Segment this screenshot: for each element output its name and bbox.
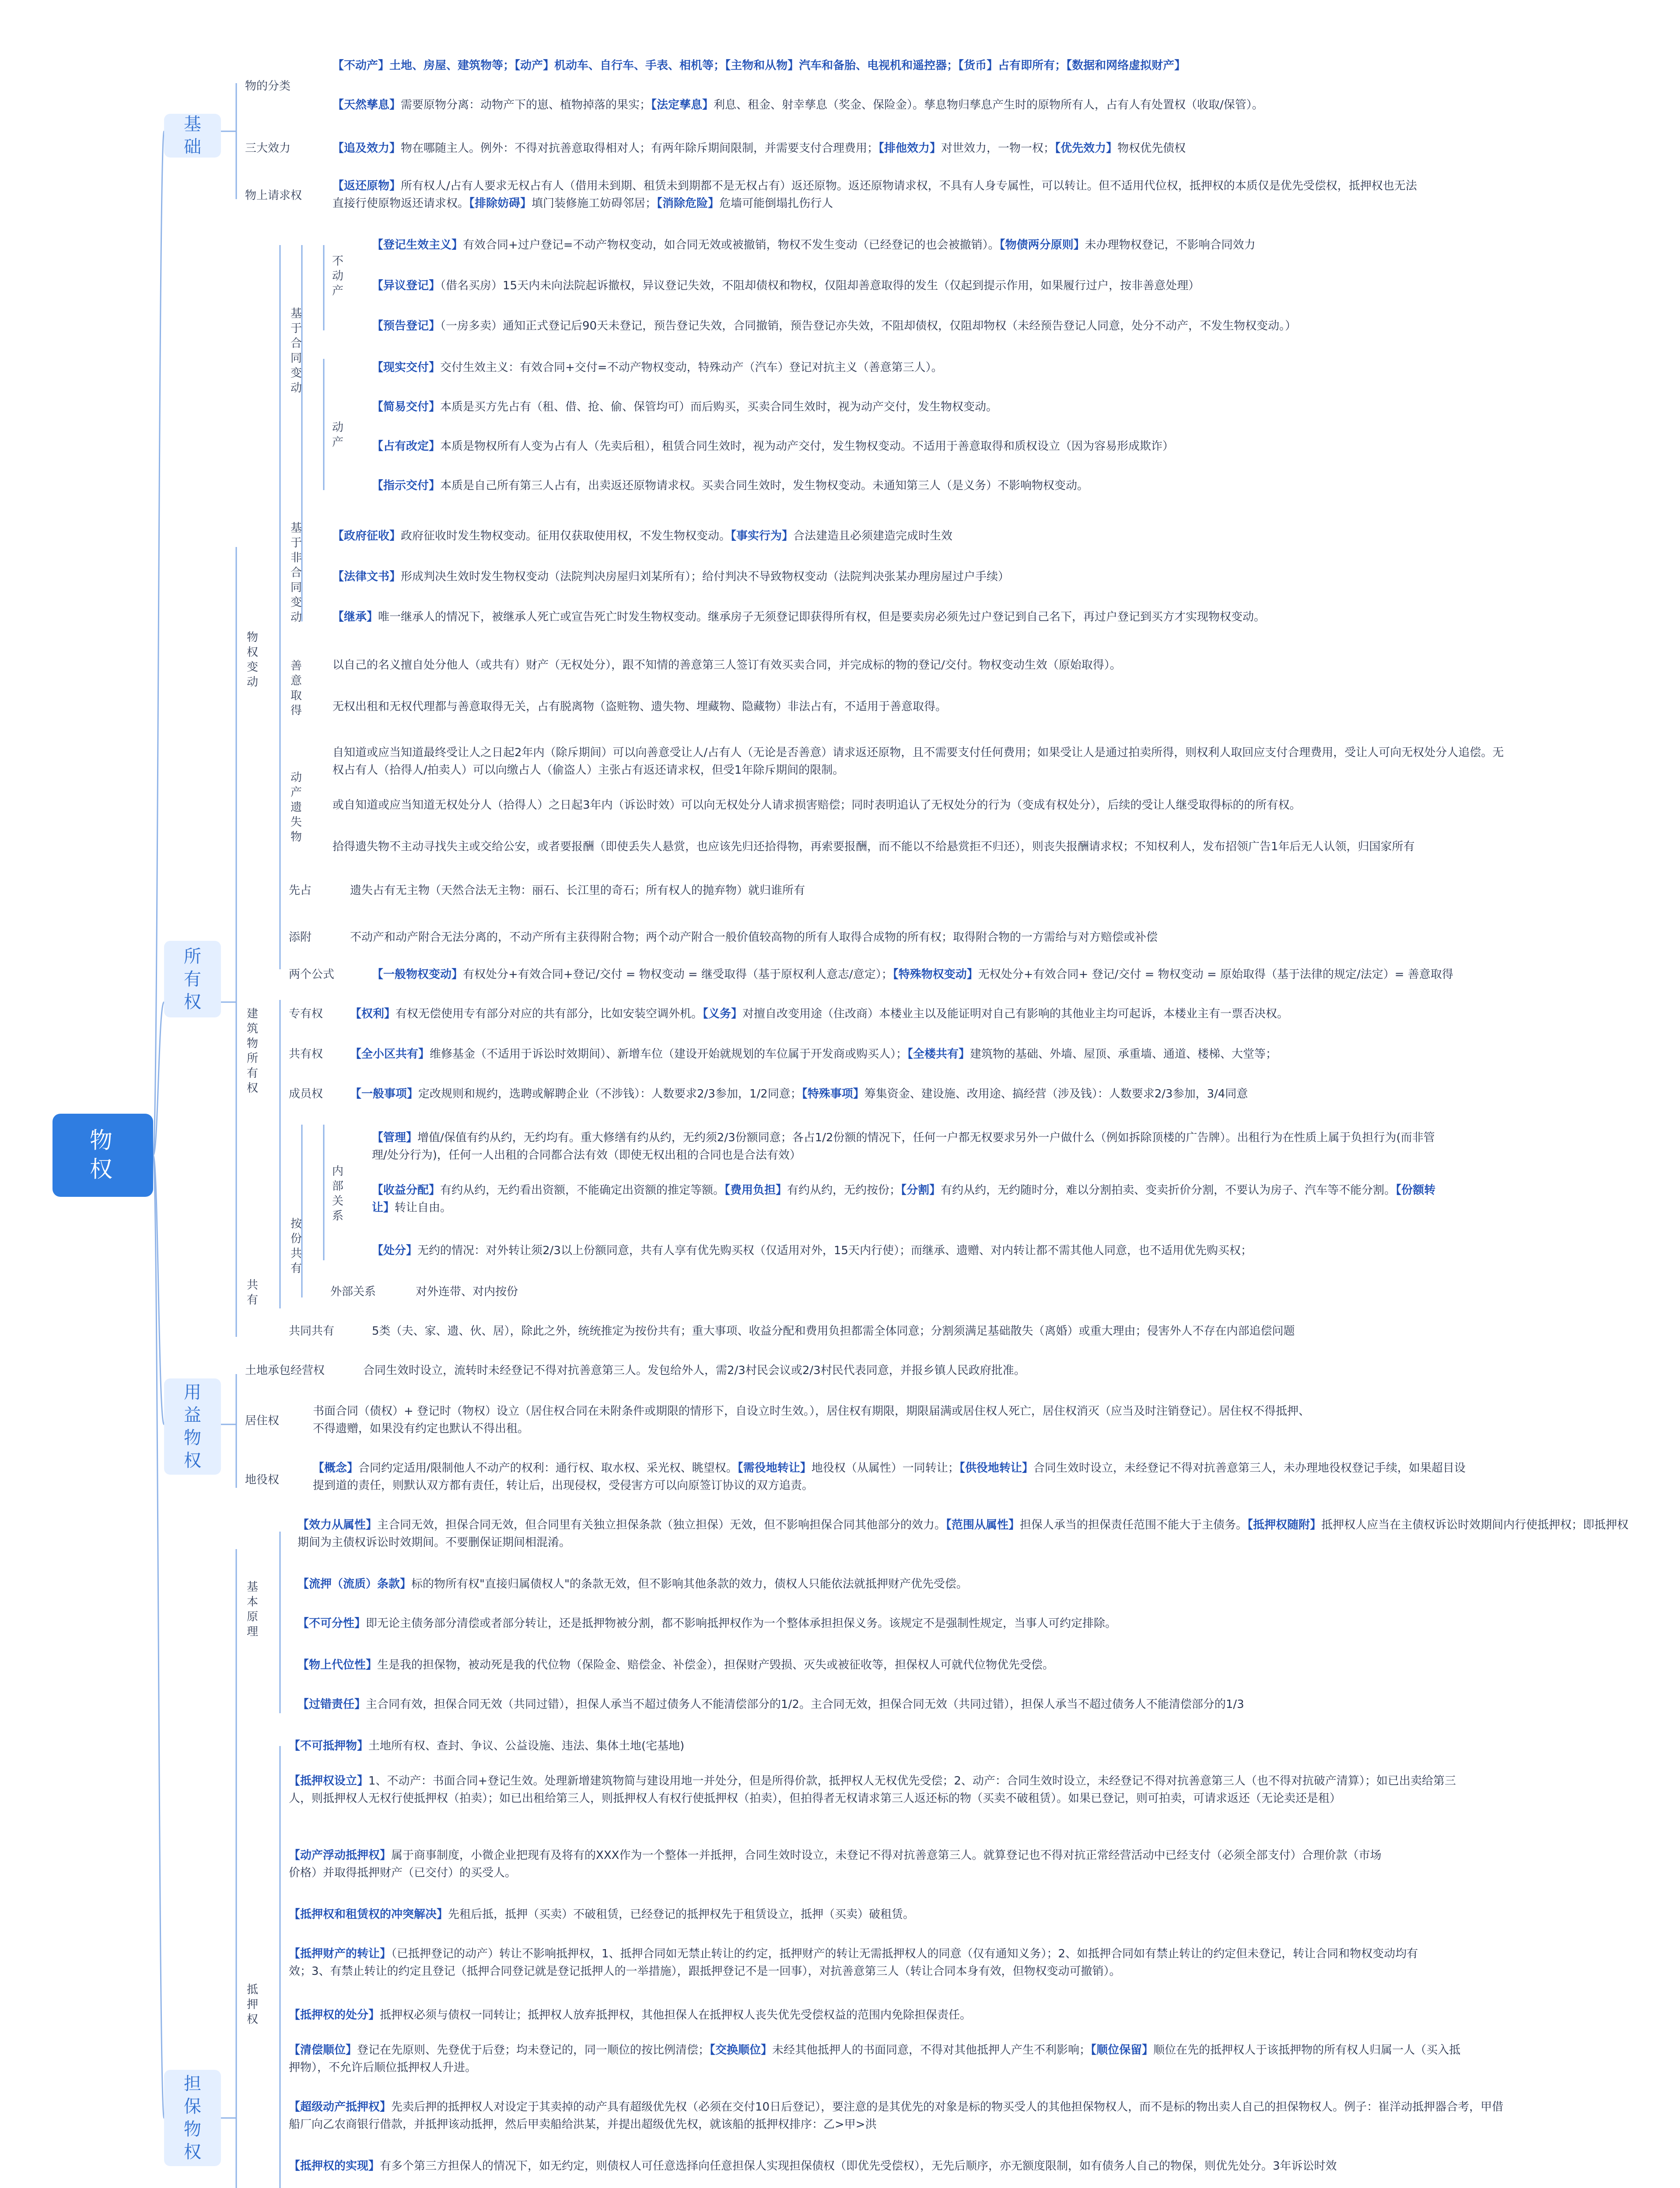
leaf-dengji-shengxiao: 【登记生效主义】有效合同+过户登记=不动产物权变动，如合同无效或被撤销，物权不发生变动（已经登记的也会被撤销）。【物债两分原则】未办理物权登记，不影响合同效力 [372,238,1256,252]
label-jianzhuwu: 建 筑 物 所 有 权 [246,1007,258,1095]
leaf-chaoji-dongchan: 【超级动产抵押权】先卖后押的抵押权人对设定于其卖掉的动产具有超级优先权（必须在交付10日后登记），要注意的是其优先的对象是标的物买受人的其他担保物权人，而不是标的物出卖人自己的担保物权人。例子：崔洋动抵押器合考，甲借船厂向乙农商银行借款，并抵押该动抵押，然后甲卖船给洪某，并提出超级优先权，就该船的抵押权排序：乙>甲>洪 [289,2100,1504,2131]
leaf-diya-chufen: 【抵押权的处分】抵押权必须与债权一同转让；抵押权人放弃抵押权，其他担保人在抵押权人丧失优先受偿权益的范围内免除担保责任。 [289,2009,972,2022]
leaf-shanyi-2: 无权出租和无权代理都与善意取得无关，占有脱离物（盗赃物、遗失物、埋藏物、隐藏物）非法占有，不适用于善意取得。 [332,700,947,713]
label-liangge-gongshi: 两个公式 [289,968,335,981]
leaf-bukefen: 【不可分性】即无论主债务部分清偿或者部分转让，还是抵押物被分割，都不影响抵押权作为一个整体承担担保义务。该规定不是强制性规定，当事人可约定排除。 [298,1617,1117,1630]
label-yishiwu: 动 产 遗 失 物 [290,771,302,844]
leaf-gongyou: 【全小区共有】维修基金（不适用于诉讼时效期间）、新增车位（建设开始就规划的车位属于开发商或购买人）；【全楼共有】建筑物的基础、外墙、屋顶、承重墙、通道、楼梯、大堂等； [350,1048,1278,1061]
label-gongyouquan: 共有权 [289,1048,323,1061]
label-anfen-gongyou: 按 份 共 有 [290,1217,302,1275]
section-ownership: 所 有 权 [164,941,221,1017]
label-wu-class: 物的分类 [245,80,291,93]
leaf-diya-zhuanrang: 【抵押财产的转让】（已抵押登记的动产）转让不影响抵押权，1、抵押合同如无禁止转让的约定，抵押财产的转让无需抵押权人的同意（仅有通知义务）；2、如抵押合同如有禁止转让的约定但未登记，转让合同和物权变动均有效；3、有禁止转让的约定且登记（抵押合同登记就是登记抵押人的一举措施），跟抵押登记不是一回事），对抗善意第三人（转让合同本身有效，但物权变动可撤销）。 [289,1947,1418,1978]
leaf-jianyi-jiaofu: 【简易交付】本质是买方先占有（租、借、抢、偷、保管均可）而后购买，买卖合同生效时，视为动产交付，发生物权变动。 [372,400,998,414]
leaf-yishi-1: 自知道或应当知道最终受让人之日起2年内（除斥期间）可以向善意受让人/占有人（无论是否善意）请求返还原物，且不需要支付任何费用；如果受让人是通过拍卖所得，则权利人取回应支付合理费用，受让人可向无权处分人追偿。无权占有人（拾得人/拍卖人）可以向缴占人（偷盗人）主张占有返还请求权，但受1年除斥期间的限制。 [332,746,1504,777]
label-waibu-guanxi: 外部关系 [330,1285,376,1298]
section-basic: 基 础 [164,114,221,158]
leaf-daiwei: 【物上代位性】生是我的担保物，被动死是我的代位物（保险金、赔偿金、补偿金），担保财产毁损、灭失或被征收等，担保权人可就代位物优先受偿。 [298,1659,1054,1672]
label-diyiquan: 地役权 [245,1473,280,1487]
label-dongchan: 动 产 [332,421,343,449]
leaf-qingchang-shunwei: 【清偿顺位】登记在先原则、先登优于后登；均未登记的，同一顺位的按比例清偿；【交换顺位】未经其他抵押人的书面同意，不得对其他抵押人产生不利影响；【顺位保留】顺位在先的抵押权人于该抵押物的所有权人归属一人（买入抵押物），不允许后顺位抵押权人升进。 [289,2044,1461,2074]
leaf-yiyi-dengji: 【异议登记】（借名买房）15天内未向法院起诉撤权，异议登记失效，不阻却债权和物权，仅阻却善意取得的发生（仅起到提示作用，如果履行过户，按非善意处理） [372,279,1200,292]
leaf-zulin-chongtu: 【抵押权和租赁权的冲突解决】先租后抵，抵押（买卖）不破租赁，已经登记的抵押权先于租赁设立，抵押（买卖）破租赁。 [289,1908,915,1921]
root-node-wuquan: 物 权 [52,1114,153,1197]
leaf-diya-shixian: 【抵押权的实现】有多个第三方担保人的情况下，如无约定，则债权人可任意选择向任意担保人实现担保债权（即优先受偿权），无先后顺序，亦无额度限制，如有债务人自己的物保，则优先处分。3年诉讼时效 [289,2160,1337,2173]
leaf-diya-sheli: 【抵押权设立】1、不动产：书面合同+登记生效。处理新增建筑物简与建设用地一并处分，但是所得价款，抵押权人无权优先受偿；2、动产：合同生效时设立，未经登记不得对抗善意第三人（也不得对抗破产清算）；如已出卖给第三人，则抵押权人无权行使抵押权（拍卖）；如已出租给第三人，则抵押权人有权行使抵押权（拍卖），但拍得者无权请求第三人返还标的物（买卖不破租赁）。如果已登记，则可拍卖，可请求返还（无论卖还是租） [289,1774,1456,1805]
label-jiyu-hetong: 基 于 合 同 变 动 [290,307,302,395]
leaf-xianshi-jiaofu: 【现实交付】交付生效主义：有效合同+交付=不动产物权变动，特殊动产（汽车）登记对抗主义（善意第三人）。 [372,361,943,374]
leaf-zhishi-jiaofu: 【指示交付】本质是自己所有第三人占有，出卖返还原物请求权。买卖合同生效时，发生物权变动。未通知第三人（是义务）不影响物权变动。 [372,479,1089,492]
section-usufruct: 用 益 物 权 [164,1378,221,1475]
leaf-waibu: 对外连带、对内按份 [416,1285,518,1298]
leaf-wu-class-2: 【天然孳息】需要原物分离：动物产下的崽、植物掉落的果实；【法定孳息】利息、租金、射幸孳息（奖金、保险金）。孳息物归孳息产生时的原物所有人，占有人有处置权（收取/保管）。 [332,98,1264,112]
label-jiben-yuanli: 基 本 原 理 [246,1581,258,1638]
label-shanyi-qude: 善 意 取 得 [290,659,302,717]
leaf-three-effects: 【追及效力】物在哪随主人。例外：不得对抗善意取得相对人；有两年除斥期间限制，并需要支付合理费用；【排他效力】对世效力，一物一权；【优先效力】物权优先债权 [332,142,1186,155]
label-tianfu: 添附 [289,931,312,944]
leaf-falv-wenshu: 【法律文书】形成判决生效时发生物权变动（法院判决房屋归刘某所有）；给付判决不导致物权变动（法院判决张某办理房屋过户手续） [332,570,1010,583]
label-sandaxiao: 三大效力 [245,142,291,155]
label-gongyou-sec: 共 有 [246,1279,258,1307]
leaf-gongtong: 5类（夫、家、遗、伙、居），除此之外，统统推定为按份共有；重大事项、收益分配和费用负担都需全体同意；分割须满足基础散失（离婚）或重大理由；侵害外人不存在内部追偿问题 [372,1325,1295,1338]
leaf-zhuanyou: 【权利】有权无偿使用专有部分对应的共有部分，比如安装空调外机。【义务】对擅自改变用途（住改商）本楼业主以及能证明对自己有影响的其他业主均可起诉，本楼业主有一票否决权。 [350,1007,1289,1020]
label-diyaquan: 抵 押 权 [246,1983,258,2026]
leaf-guocuo: 【过错责任】主合同有效，担保合同无效（共同过错），担保人承当不超过债务人不能清偿部分的1/2。主合同无效，担保合同无效（共同过错），担保人承当不超过债务人不能清偿部分的1/3 [298,1698,1244,1711]
leaf-fudong-diya: 【动产浮动抵押权】属于商事制度，小微企业把现有及将有的XXX作为一个整体一并抵押，合同生效时设立，未登记不得对抗善意第三人。就算登记也不得对抗正常经营活动中已经支付（必须全部支付）合理价款（市场价格）并取得抵押财产（已交付）的买受人。 [289,1849,1382,1879]
leaf-yishi-2: 或自知道或应当知道无权处分人（拾得人）之日起3年内（诉讼时效）可以向无权处分人请求损害赔偿；同时表明追认了无权处分的行为（变成有权处分），后续的受让人继受取得标的的所有权。 [332,799,1301,812]
section-security: 担 保 物 权 [164,2070,221,2166]
label-tudi-chengbao: 土地承包经营权 [245,1364,325,1377]
label-fei-hetong: 基 于 非 合 同 变 动 [290,522,302,624]
leaf-guanli: 【管理】增值/保值有约从约，无约均有。重大修缮有约从约，无约须2/3份额同意；各占1/2份额的情况下，任何一户都无权要求另外一户做什么（例如拆除顶楼的广告牌）。出租行为在性质上属于负担行为(而非管理/处分行为)，任何一人出租的合同都合法有效（即使无权出租的合同也是合法有效） [372,1131,1435,1162]
leaf-wu-class-1: 【不动产】土地、房屋、建筑物等；【动产】机动车、自行车、手表、相机等；【主物和从物】汽车和备胎、电视机和遥控器；【货币】占有即所有；【数据和网络虚拟财产】 [332,59,1186,72]
leaf-yishi-3: 拾得遗失物不主动寻找失主或交给公安，或者要报酬（即使丢失人悬赏，也应该先归还拾得物，再索要报酬，而不能以不给悬赏拒不归还），则丧失报酬请求权；不知权利人，发布招领广告1年后无人认领，归国家所有 [332,840,1415,853]
label-qingqiu: 物上请求权 [245,189,302,202]
label-biandong: 物 权 变 动 [246,631,258,689]
label-neibu-guanxi: 内 部 关 系 [332,1165,343,1223]
leaf-xianzhan: 遗失占有无主物（天然合法无主物：丽石、长江里的奇石；所有权人的抛弃物）就归谁所有 [350,884,805,897]
label-chengyuanquan: 成员权 [289,1087,323,1101]
leaf-shanyi-1: 以自己的名义擅自处分他人（或共有）财产（无权处分），跟不知情的善意第三人签订有效买卖合同，并完成标的物的登记/交付。物权变动生效（原始取得）。 [332,659,1121,672]
leaf-liangge-gongshi: 【一般物权变动】有权处分+有效合同+登记/交付 = 物权变动 = 继受取得（基于原权利人意志/意定）；【特殊物权变动】无权处分+有效合同+ 登记/交付 = 物权变动 = 原始取得（基于法律的规定/法定）= 善意取得 [372,968,1453,981]
leaf-chengyuan: 【一般事项】定改规则和规约，选聘或解聘企业（不涉钱）：人数要求2/3参加，1/2同意；【特殊事项】筹集资金、建设施、改用途、搞经营（涉及钱）：人数要求2/3参加，3/4同意 [350,1087,1248,1101]
leaf-congshuxing: 【效力从属性】主合同无效，担保合同无效，但合同里有关独立担保条款（独立担保）无效，但不影响担保合同其他部分的效力。【范围从属性】担保人承当的担保责任范围不能大于主债务。【抵押权随附】抵押权人应当在主债权诉讼时效期间内行使抵押权；即抵押权期间为主债权诉讼时效期间。不要删保证期间相混淆。 [298,1518,1629,1549]
leaf-claims: 【返还原物】所有权人/占有人要求无权占有人（借用未到期、租赁未到期都不是无权占有）返还原物。返还原物请求权，不具有人身专属性，可以转让。但不适用代位权，抵押权的本质仅是优先受偿权，抵押权也无法直接行使原物返还请求权。【排除妨碍】填门装修施工妨碍邻居；【消除危险】危墙可能倒塌扎伤行人 [332,179,1417,210]
leaf-jicheng: 【继承】唯一继承人的情况下，被继承人死亡或宣告死亡时发生物权变动。继承房子无须登记即获得所有权，但是要卖房必须先过户登记到自己名下，再过户登记到买方才实现物权变动。 [332,610,1266,624]
leaf-juzhuquan: 书面合同（债权）+ 登记时（物权）设立（居住权合同在未附条件或期限的情形下，自设立时生效。），居住权有期限，期限届满或居住权人死亡，居住权消灭（应当及时注销登记）。居住权不得抵押、不得遗赠，如果没有约定也默认不得出租。 [313,1405,1310,1435]
leaf-tianfu: 不动产和动产附合无法分离的，不动产所有主获得附合物；两个动产附合一般价值较高物的所有人取得合成物的所有权；取得附合物的一方需给与对方赔偿或补偿 [350,931,1158,944]
leaf-zhengshou: 【政府征收】政府征收时发生物权变动。征用仅获取使用权，不发生物权变动。【事实行为】合法建造且必须建造完成时生效 [332,529,953,543]
label-gongtong-gongyou: 共同共有 [289,1325,335,1338]
label-juzhuquan: 居住权 [245,1414,280,1427]
leaf-shouyi-fenpei: 【收益分配】有约从约，无约看出资额，不能确定出资额的推定等额。【费用负担】有约从约，无约按份；【分割】有约从约，无约随时分，难以分割拍卖、变卖折价分割，不要认为房子、汽车等不能分割。【份额转让】转让自由。 [372,1184,1436,1214]
leaf-chufen: 【处分】无约的情况：对外转让须2/3以上份额同意，共有人享有优先购买权（仅适用对外，15天内行使）；而继承、遗赠、对内转让都不需其他人同意，也不适用优先购买权； [372,1244,1252,1257]
label-xianzhan: 先占 [289,884,312,897]
leaf-tudi-chengbao: 合同生效时设立，流转时未经登记不得对抗善意第三人。发包给外人，需2/3村民会议或2/3村民代表同意，并报乡镇人民政府批准。 [363,1364,1026,1377]
leaf-bukediya: 【不可抵押物】土地所有权、查封、争议、公益设施、违法、集体土地(宅基地) [289,1739,685,1753]
label-budongchan: 不 动 产 [332,255,343,298]
leaf-yugao-dengji: 【预告登记】（一房多卖）通知正式登记后90天未登记，预告登记失效，合同撤销，预告登记亦失效，不阻却债权，仅阻却物权（未经预告登记人同意，处分不动产，不发生物权变动。） [372,319,1297,333]
leaf-zhanyou-gaiding: 【占有改定】本质是物权所有人变为占有人（先卖后租），租赁合同生效时，视为动产交付，发生物权变动。不适用于善意取得和质权设立（因为容易形成欺诈） [372,440,1174,453]
leaf-diyiquan: 【概念】合同约定适用/限制他人不动产的权利：通行权、取水权、采光权、眺望权。【需役地转让】地役权（从属性）一同转让；【供役地转让】合同生效时设立，未经登记不得对抗善意第三人，未办理地役权登记手续，如果超目设提到道的责任，则默认双方都有责任，转让后，出现侵权，受侵害方可以向原签订协议的双方追责。 [313,1462,1466,1492]
leaf-liuya: 【流押（流质）条款】标的物所有权"直接归属债权人"的条款无效，但不影响其他条款的效力，债权人只能依法就抵押财产优先受偿。 [298,1578,968,1591]
label-zhuanyouquan: 专有权 [289,1007,323,1020]
